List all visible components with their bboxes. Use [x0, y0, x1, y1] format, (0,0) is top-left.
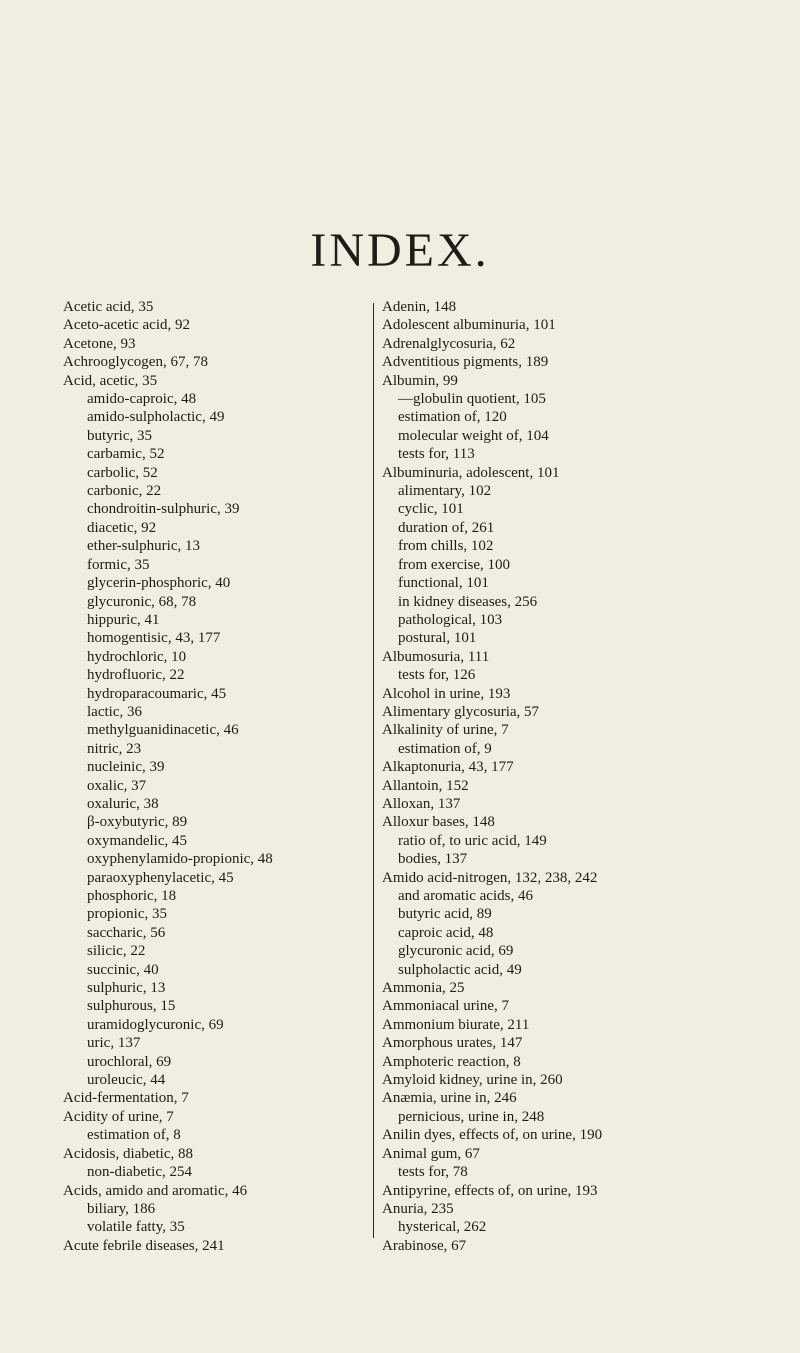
index-subentry: diacetic, 92 — [87, 519, 157, 536]
index-entry: Acid, acetic, 35 — [63, 372, 158, 389]
index-subentry: in kidney diseases, 256 — [398, 593, 538, 610]
index-entry: Animal gum, 67 — [382, 1145, 480, 1162]
index-subentry: functional, 101 — [398, 575, 489, 592]
index-column-right — [382, 298, 742, 1255]
index-subentry: nitric, 23 — [87, 740, 142, 757]
index-subentry: pernicious, urine in, 248 — [398, 1108, 545, 1125]
index-subentry: formic, 35 — [87, 556, 150, 573]
index-subentry: —globulin quotient, 105 — [398, 391, 546, 408]
index-entry: Alcohol in urine, 193 — [382, 685, 511, 702]
index-subentry: tests for, 113 — [398, 446, 475, 463]
index-entry: Allantoin, 152 — [382, 777, 469, 794]
index-subentry: uroleucic, 44 — [87, 1072, 166, 1089]
index-subentry: hydrochloric, 10 — [87, 648, 187, 665]
index-subentry: non-diabetic, 254 — [87, 1164, 192, 1181]
index-entry: Amido acid-nitrogen, 132, 238, 242 — [382, 869, 598, 886]
index-subentry: ratio of, to uric acid, 149 — [398, 832, 547, 849]
index-subentry: saccharic, 56 — [87, 924, 166, 941]
index-subentry: lactic, 36 — [87, 703, 142, 720]
index-subentry: from exercise, 100 — [398, 556, 511, 573]
index-subentry: caproic acid, 48 — [398, 924, 494, 941]
index-subentry: urochloral, 69 — [87, 1053, 172, 1070]
page-title: INDEX. — [310, 224, 490, 277]
index-subentry: estimation of, 9 — [398, 740, 492, 757]
index-subentry: from chills, 102 — [398, 538, 494, 555]
index-subentry: chondroitin-sulphuric, 39 — [87, 501, 240, 518]
index-entry: Aceto-acetic acid, 92 — [63, 317, 191, 334]
index-entry: Antipyrine, effects of, on urine, 193 — [382, 1182, 598, 1199]
index-subentry: oxaluric, 38 — [87, 795, 159, 812]
index-entry: Adrenalglycosuria, 62 — [382, 335, 516, 352]
index-subentry: carbolic, 52 — [87, 464, 158, 481]
index-subentry: sulpholactic acid, 49 — [398, 961, 522, 978]
index-subentry: pathological, 103 — [398, 611, 503, 628]
index-subentry: cyclic, 101 — [398, 501, 464, 518]
index-entry: Anuria, 235 — [382, 1200, 454, 1217]
index-subentry: sulphurous, 15 — [87, 998, 176, 1015]
index-entry: Acidosis, diabetic, 88 — [63, 1145, 193, 1162]
index-subentry: propionic, 35 — [87, 906, 167, 923]
index-subentry: glycerin-phosphoric, 40 — [87, 575, 231, 592]
index-entry: Alloxur bases, 148 — [382, 814, 495, 831]
index-subentry: uric, 137 — [87, 1035, 141, 1052]
index-entry: Adolescent albuminuria, 101 — [382, 317, 556, 334]
index-subentry: glycuronic, 68, 78 — [87, 593, 197, 610]
index-entry: Amyloid kidney, urine in, 260 — [382, 1072, 563, 1089]
index-subentry: sulphuric, 13 — [87, 980, 166, 997]
index-entry: Acute febrile diseases, 241 — [63, 1237, 225, 1254]
index-subentry: alimentary, 102 — [398, 483, 492, 500]
index-entry: Acetic acid, 35 — [63, 299, 154, 315]
index-subentry: methylguanidinacetic, 46 — [87, 722, 239, 739]
index-entry: Ammoniacal urine, 7 — [382, 998, 510, 1015]
index-subentry: oxymandelic, 45 — [87, 832, 187, 849]
index-entry: Amorphous urates, 147 — [382, 1035, 523, 1052]
index-subentry: postural, 101 — [398, 630, 477, 647]
index-entry: Acid-fermentation, 7 — [63, 1090, 189, 1107]
index-subentry: amido-caproic, 48 — [87, 391, 197, 408]
index-entry: Amphoteric reaction, 8 — [382, 1053, 521, 1070]
index-entry: Adventitious pigments, 189 — [382, 354, 549, 371]
index-subentry: β-oxybutyric, 89 — [87, 814, 188, 831]
index-column-left — [63, 298, 363, 1255]
index-entry: Acids, amido and aromatic, 46 — [63, 1182, 248, 1199]
index-entry: Alimentary glycosuria, 57 — [382, 703, 540, 720]
index-entry: Alkalinity of urine, 7 — [382, 722, 509, 739]
index-subentry: carbamic, 52 — [87, 446, 165, 463]
index-entry: Ammonia, 25 — [382, 980, 465, 997]
index-subentry: oxalic, 37 — [87, 777, 147, 794]
index-entry: Albumin, 99 — [382, 372, 458, 389]
index-entry: Anilin dyes, effects of, on urine, 190 — [382, 1127, 603, 1144]
index-subentry: hydrofluoric, 22 — [87, 667, 185, 684]
index-entry: Acetone, 93 — [63, 335, 136, 352]
index-subentry: estimation of, 120 — [398, 409, 507, 426]
index-subentry: biliary, 186 — [87, 1200, 156, 1217]
index-subentry: tests for, 126 — [398, 667, 476, 684]
index-subentry: nucleinic, 39 — [87, 759, 165, 776]
index-subentry: hippuric, 41 — [87, 611, 160, 628]
index-subentry: succinic, 40 — [87, 961, 159, 978]
index-subentry: hydroparacoumaric, 45 — [87, 685, 227, 702]
index-subentry: paraoxyphenylacetic, 45 — [87, 869, 234, 886]
index-entry: Alloxan, 137 — [382, 795, 461, 812]
index-entry: Albuminuria, adolescent, 101 — [382, 464, 560, 481]
index-subentry: homogentisic, 43, 177 — [87, 630, 221, 647]
index-subentry: carbonic, 22 — [87, 483, 162, 500]
index-subentry: tests for, 78 — [398, 1164, 468, 1181]
index-entry: Arabinose, 67 — [382, 1237, 467, 1254]
index-subentry: glycuronic acid, 69 — [398, 943, 514, 960]
index-entry: Anæmia, urine in, 246 — [382, 1090, 517, 1107]
index-subentry: hysterical, 262 — [398, 1219, 487, 1236]
index-entry: Adenin, 148 — [382, 299, 457, 315]
index-subentry: uramidoglycuronic, 69 — [87, 1016, 224, 1033]
index-entry: Ammonium biurate, 211 — [382, 1016, 530, 1033]
index-entry: Acidity of urine, 7 — [63, 1108, 174, 1125]
index-subentry: butyric, 35 — [87, 427, 152, 444]
index-subentry: estimation of, 8 — [87, 1127, 181, 1144]
index-subentry: amido-sulpholactic, 49 — [87, 409, 225, 426]
index-subentry: oxyphenylamido-propionic, 48 — [87, 851, 273, 868]
index-subentry: silicic, 22 — [87, 943, 146, 960]
index-subentry: ether-sulphuric, 13 — [87, 538, 200, 555]
index-entry: Albumosuria, 111 — [382, 648, 490, 665]
index-entry: Achrooglycogen, 67, 78 — [63, 354, 208, 371]
index-subentry: and aromatic acids, 46 — [398, 888, 533, 904]
index-subentry: volatile fatty, 35 — [87, 1219, 185, 1236]
index-entry: Alkaptonuria, 43, 177 — [382, 759, 514, 776]
index-subentry: molecular weight of, 104 — [398, 427, 549, 444]
index-subentry: butyric acid, 89 — [398, 906, 492, 923]
index-subentry: phosphoric, 18 — [87, 888, 177, 904]
index-subentry: duration of, 261 — [398, 519, 495, 536]
index-subentry: bodies, 137 — [398, 851, 468, 868]
column-divider — [373, 303, 374, 1238]
